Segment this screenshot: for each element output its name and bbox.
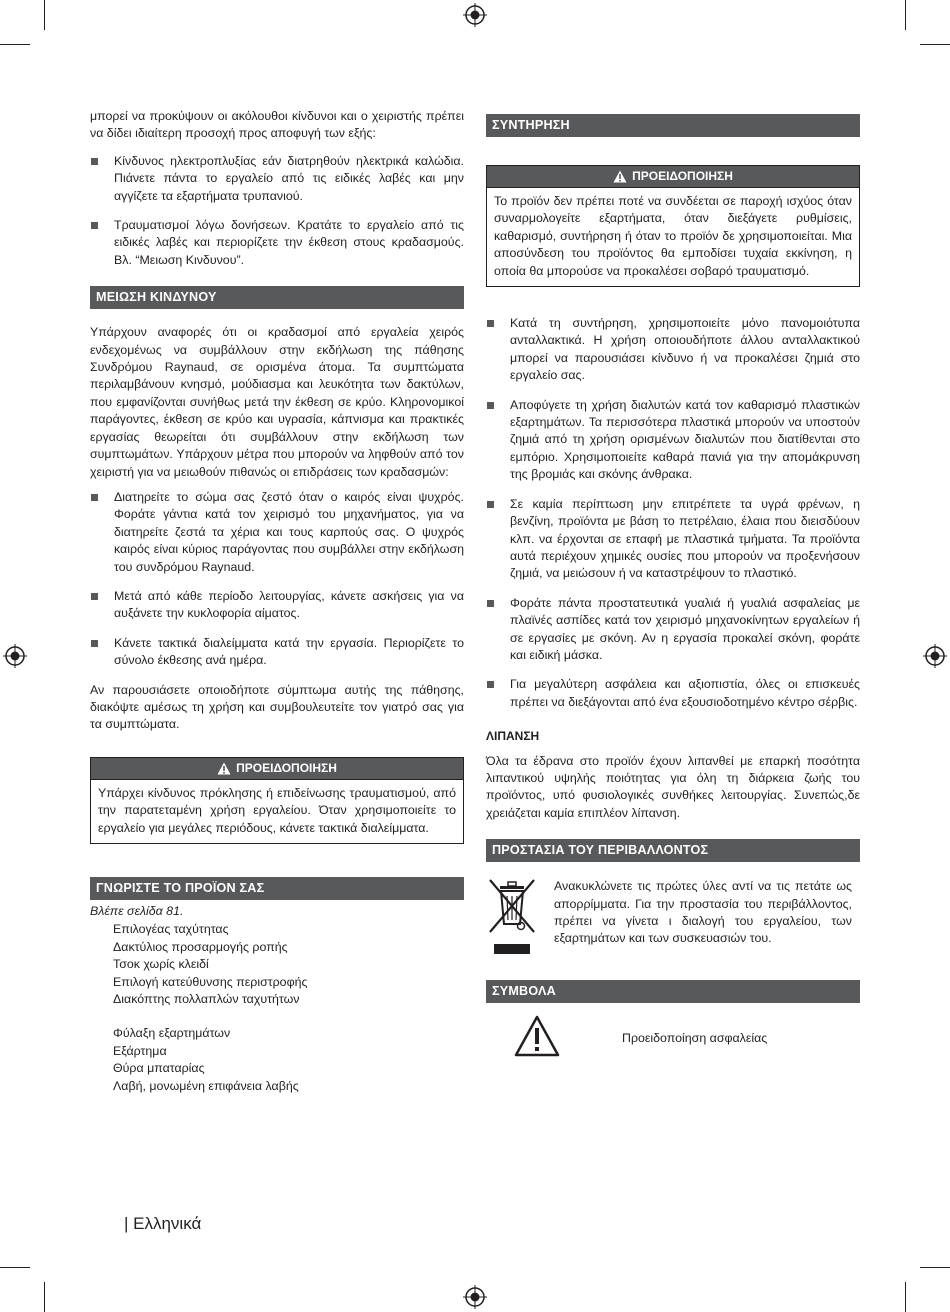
list-item: Φοράτε πάντα προστατευτικά γυαλιά ή γυαλιά ασφαλείας με πλαϊνές ασπίδες κατά τον χειρισμό μηχανοκίνητων εργαλείων ή σε εργασίες με σκόνη. Αν η εργασία προκαλεί σκόνη, φοράτε και ειδική μάσκα.: [486, 595, 860, 665]
list-item: Σε καμία περίπτωση μην επιτρέπετε τα υγρά φρένων, η βενζίνη, προϊόντα με βάση το πετρέλαιο, έλαια που διεισδύουν κλπ. να έρχονται σε επαφή με πλαστικά τμήματα. Τα προϊόντα αυτά περιέχουν χημικές ουσίες που μπορούν να προξενήσουν ζημιά, να μειώσουν ή να καταστρέψουν το πλαστικό.: [486, 496, 860, 583]
risk-paragraph: Υπάρχουν αναφορές ότι οι κραδασμοί από εργαλεία χειρός ενδεχομένως να συμβάλλουν στην εκδήλωση της πάθησης Συνδρόμου Raynaud, σε ορισμένα άτομα. Τα συμπτώματα περιλαμβάνουν κνησμό, μούδιασμα και λευκότητα των δακτύλων, που εμφανίζονται συνήθως μετά την έκθεση σε κρύο. Κληρονομικοί παράγοντες, έκθεση σε κρύο και υγρασία, κάπνισμα και πρακτικές εργασίας θεωρείται ότι συμβάλλουν στην εκδήλωση των συμπτωμάτων. Υπάρχουν μέτρα που μπορούν να ληφθούν από τον χειριστή για να μειωθούν πιθανώς οι επιδράσεις των κραδασμών:: [90, 325, 464, 479]
registration-mark-icon: [463, 3, 487, 27]
environment-block: [486, 878, 860, 961]
lubrication-paragraph: Όλα τα έδρανα στο προϊόν έχουν λιπανθεί με επαρκή ποσότητα λιπαντικού υψηλής ποιότητας για όλη τη διάρκεια ζωής του προϊόντος, υπό φυσιολογικές συνθήκες λειτουργίας. Συνεπώς,δε χρειάζεται καμία επιπλέον λίπανση.: [486, 753, 860, 820]
list-item: Φύλαξη εξαρτημάτων: [113, 1026, 231, 1041]
know-product-heading: ΓΝΩΡΙΣΤΕ ΤΟ ΠΡΟΪΟΝ ΣΑΣ: [90, 877, 464, 900]
list-item: Τραυματισμοί λόγω δονήσεων. Κρατάτε το εργαλείο από τις ειδικές λαβές και περιορίζετε την έκθεση στους κραδασμούς. Βλ. “Μειωση Κινδυνου”.: [90, 217, 464, 269]
list-item: Για μεγαλύτερη ασφάλεια και αξιοπιστία, όλες οι επισκευές πρέπει να διεξάγονται από ένα εξουσιοδοτημένο κέντρο σέρβις.: [486, 676, 860, 711]
parts-list: [90, 921, 464, 1095]
symbols-heading: ΣΥΜΒΟΛΑ: [486, 980, 860, 1003]
environment-icon-wrap: [486, 878, 554, 961]
warning-triangle-icon: [613, 170, 627, 183]
warning-triangle-icon: [217, 762, 231, 775]
list-item: Κάνετε τακτικά διαλείμματα κατά την εργασία. Περιορίζετε το σύνολο έκθεσης ανά ημέρα.: [90, 635, 464, 670]
list-item: Θύρα μπαταρίας: [113, 1061, 205, 1076]
crop-mark: [920, 44, 950, 45]
warning-title: ΠΡΟΕΙΔΟΠΟΙΗΣΗ: [236, 760, 337, 775]
warning-box: [90, 757, 464, 844]
hazard-list: [90, 153, 464, 269]
risk-closing-paragraph: Αν παρουσιάσετε οποιοδήποτε σύμπτωμα αυτής της πάθησης, διακόψτε αμέσως τη χρήση και συμβουλευτείτε τον γιατρό σας για τα συμπτώματα.: [90, 682, 464, 732]
warning-title: ΠΡΟΕΙΔΟΠΟΙΗΣΗ: [632, 169, 733, 183]
warning-text: Το προϊόν δεν πρέπει ποτέ να συνδέεται σε παροχή ισχύος όταν συναρμολογείτε εξαρτήματα, όταν διεξάγετε ρυθμίσεις, καθαρισμό, συντήρηση ή όταν το προϊόν δε χρησιμοποιείται. Μια αποσύνδεση του προϊόντος θα εμποδίσει τυχαία εκκίνηση, η οποία θα μπορούσε να προκαλέσει σοβαρό τραυματισμό.: [494, 194, 852, 278]
list-item: Επιλογέας ταχύτητας: [113, 922, 229, 937]
registration-mark-icon: [3, 644, 27, 668]
crop-mark: [905, 1282, 906, 1312]
list-item: Εξάρτημα: [113, 1043, 167, 1058]
environment-heading: ΠΡΟΣΤΑΣΙΑ ΤΟΥ ΠΕΡΙΒΑΛΛΟΝΤΟΣ: [486, 839, 860, 862]
warning-box-header: [487, 166, 859, 188]
crossed-out-wheelie-bin-icon: [486, 878, 542, 956]
registration-mark-icon: [923, 644, 947, 668]
see-page-reference: Βλέπε σελίδα 81.: [90, 904, 184, 918]
crop-mark: [0, 44, 30, 45]
list-item: Μετά από κάθε περίοδο λειτουργίας, κάνετε ασκήσεις για να αυξάνετε την κυκλοφορία αίματος.: [90, 588, 464, 623]
symbol-row: [486, 1015, 860, 1062]
list-item: Επιλογή κατεύθυνσης περιστροφής: [113, 974, 308, 989]
environment-paragraph: Ανακυκλώνετε τις πρώτες ύλες αντί να τις πετάτε ως απορρίμματα. Για την προστασία του περιβάλλοντος, πρέπει να γίνετα ι διαλογή του εργαλείου, των εξαρτημάτων και των συσκευασιών του.: [554, 879, 852, 946]
list-item: Διακόπτης πολλαπλών ταχυτήτων: [113, 992, 300, 1007]
registration-mark-icon: [463, 1285, 487, 1309]
list-item: Λαβή, μονωμένη επιφάνεια λαβής: [113, 1078, 299, 1093]
list-item: Τσοκ χωρίς κλειδί: [113, 957, 209, 972]
crop-mark: [0, 1267, 30, 1268]
warning-box-header: [91, 758, 463, 780]
crop-mark: [920, 1267, 950, 1268]
symbol-label: Προειδοποίηση ασφαλείας: [622, 1030, 768, 1045]
left-column: [90, 108, 464, 1095]
right-column: [486, 114, 860, 1062]
safety-alert-triangle-icon: [514, 1015, 560, 1057]
crop-mark: [44, 0, 45, 30]
page-footer-language: | Ελληνικά: [124, 1214, 202, 1233]
maintenance-list: [486, 315, 860, 711]
crop-mark: [905, 0, 906, 30]
risk-list: [90, 489, 464, 670]
list-item: Κίνδυνος ηλεκτροπλυξίας εάν διατρηθούν ηλεκτρικά καλώδια. Πιάνετε πάντα το εργαλείο από τις ειδικές λαβές και μην αγγίζετε τα εξαρτήματα τρυπανιού.: [90, 153, 464, 205]
maintenance-heading: ΣΥΝΤΗΡΗΣΗ: [486, 114, 860, 137]
warning-text: Υπάρχει κίνδυνος πρόκλησης ή επιδείνωσης τραυματισμού, από την παρατεταμένη χρήση εργαλείου. Όταν χρησιμοποιείτε το εργαλείο για μεγάλες περιόδους, κάνετε τακτικά διαλείμματα.: [98, 785, 456, 835]
list-item: Κατά τη συντήρηση, χρησιμοποιείτε μόνο πανομοιότυπα ανταλλακτικά. Η χρήση οποιουδήποτε άλλου ανταλλακτικού μπορεί να παρουσιάσει κίνδυνο ή να προκαλέσει ζημιά στο εργαλείο σας.: [486, 315, 860, 385]
crop-mark: [44, 1282, 45, 1312]
intro-paragraph: μπορεί να προκύψουν οι ακόλουθοι κίνδυνοι και ο χειριστής πρέπει να δίδει ιδιαίτερη προσοχή προς αποφυγή των εξής:: [90, 109, 464, 141]
warning-box: [486, 165, 860, 287]
list-item: Αποφύγετε τη χρήση διαλυτών κατά τον καθαρισμό πλαστικών εξαρτημάτων. Τα περισσότερα πλαστικά μπορούν να υποστούν ζημιά από τη χρήση ορισμένων διαλυτών που διατίθενται στο εμπόριο. Χρησιμοποιείτε καθαρά πανιά για την απομάκρυνση της βρομιάς και σκόνης άνθρακα.: [486, 397, 860, 484]
risk-reduction-heading: ΜΕΙΩΣΗ ΚΙΝΔΥΝΟΥ: [90, 286, 464, 309]
list-item: Δακτύλιος προσαρμογής ροπής: [113, 939, 288, 954]
list-item: Διατηρείτε το σώμα σας ζεστό όταν ο καιρός είναι ψυχρός. Φοράτε γάντια κατά τον χειρισμό του μηχανήματος, για να διατηρείτε ζεστά τα χέρια και τους καρπούς σας. Ο ψυχρός καιρός είναι κύριος παράγοντας που συμβάλλει στην εκδήλωση του συνδρόμου Raynaud.: [90, 489, 464, 576]
lubrication-heading: ΛΙΠΑΝΣΗ: [486, 729, 540, 744]
